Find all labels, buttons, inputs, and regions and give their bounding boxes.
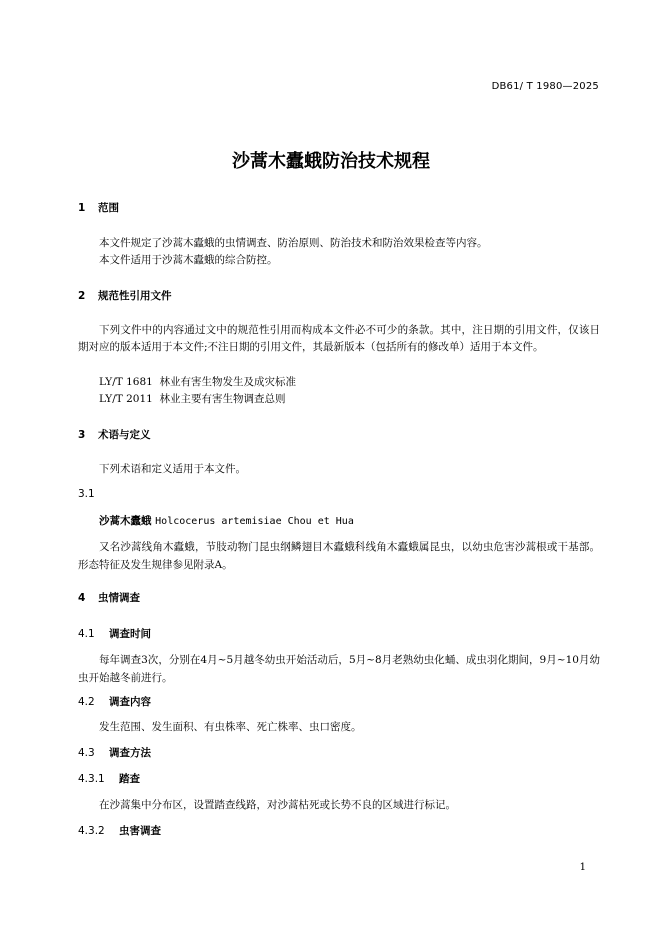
section-number: 2 — [78, 290, 86, 302]
reference-title: 林业主要有害生物调查总则 — [159, 393, 286, 405]
reference-code: LY/T 1681 — [99, 376, 153, 388]
paragraph: 本文件规定了沙蒿木蠹蛾的虫情调查、防治原则、防治技术和防治效果检查等内容。 — [99, 237, 488, 249]
section-title: 调查时间 — [109, 628, 151, 640]
section-number: 4 — [78, 592, 86, 604]
section-1-heading — [78, 200, 119, 215]
term-latin-name: Holcocerus artemisiae Chou et Hua — [155, 516, 354, 527]
section-title: 规范性引用文件 — [98, 290, 172, 302]
section-title: 虫情调查 — [98, 592, 140, 604]
paragraph: 发生范围、发生面积、有虫株率、死亡株率、虫口密度。 — [99, 721, 362, 733]
normative-reference — [99, 374, 296, 389]
paragraph: 本文件适用于沙蒿木蠹蛾的综合防控。 — [99, 254, 278, 266]
subsection-4-3-heading — [78, 745, 151, 760]
page-number: 1 — [579, 862, 586, 873]
section-number: 4.3 — [78, 747, 95, 759]
section-title: 术语与定义 — [98, 429, 151, 441]
term-chinese-name: 沙蒿木蠹蛾 — [99, 515, 152, 527]
subsection-4-1-heading — [78, 626, 151, 641]
standard-number: DB61/ T 1980—2025 — [491, 81, 599, 92]
section-title: 虫害调查 — [119, 825, 161, 837]
reference-title: 林业有害生物发生及成灾标准 — [159, 376, 297, 388]
term-entry — [99, 513, 354, 528]
subsection-4-2-heading — [78, 694, 151, 709]
section-number: 4.3.1 — [78, 773, 105, 785]
section-2-heading — [78, 288, 172, 303]
paragraph: 下列文件中的内容通过文中的规范性引用而构成本文件必不可少的条款。其中，注日期的引用文件，仅该日期对应的版本适用于本文件;不注日期的引用文件，其最新版本（包括所有的修改单）适用于本文件。 — [78, 324, 600, 353]
paragraph: 在沙蒿集中分布区，设置踏查线路，对沙蒿枯死或长势不良的区域进行标记。 — [99, 799, 456, 811]
paragraph: 下列术语和定义适用于本文件。 — [99, 463, 246, 475]
section-number: 4.3.2 — [78, 825, 105, 837]
section-4-heading — [78, 590, 140, 605]
normative-reference — [99, 391, 286, 406]
section-title: 调查方法 — [109, 747, 151, 759]
reference-code: LY/T 2011 — [99, 393, 153, 405]
section-title: 范围 — [98, 202, 119, 214]
section-number: 1 — [78, 202, 86, 214]
term-number: 3.1 — [78, 488, 95, 500]
section-number: 4.2 — [78, 696, 95, 708]
subsection-4-3-2-heading — [78, 823, 161, 838]
section-3-heading — [78, 427, 151, 442]
document-title: 沙蒿木蠹蛾防治技术规程 — [232, 151, 430, 172]
section-number: 3 — [78, 429, 86, 441]
section-title: 调查内容 — [109, 696, 151, 708]
subsection-4-3-1-heading — [78, 771, 140, 786]
section-title: 踏查 — [119, 773, 140, 785]
paragraph: 每年调查3次，分别在4月~5月越冬幼虫开始活动后，5月~8月老熟幼虫化蛹、成虫羽化期间，9月~10月幼虫开始越冬前进行。 — [78, 654, 600, 684]
term-definition: 又名沙蒿线角木蠹蛾，节肢动物门昆虫纲鳞翅目木蠹蛾科线角木蠹蛾属昆虫，以幼虫危害沙蒿根或干基部。形态特征及发生规律参见附录A。 — [78, 541, 600, 571]
section-number: 4.1 — [78, 628, 95, 640]
